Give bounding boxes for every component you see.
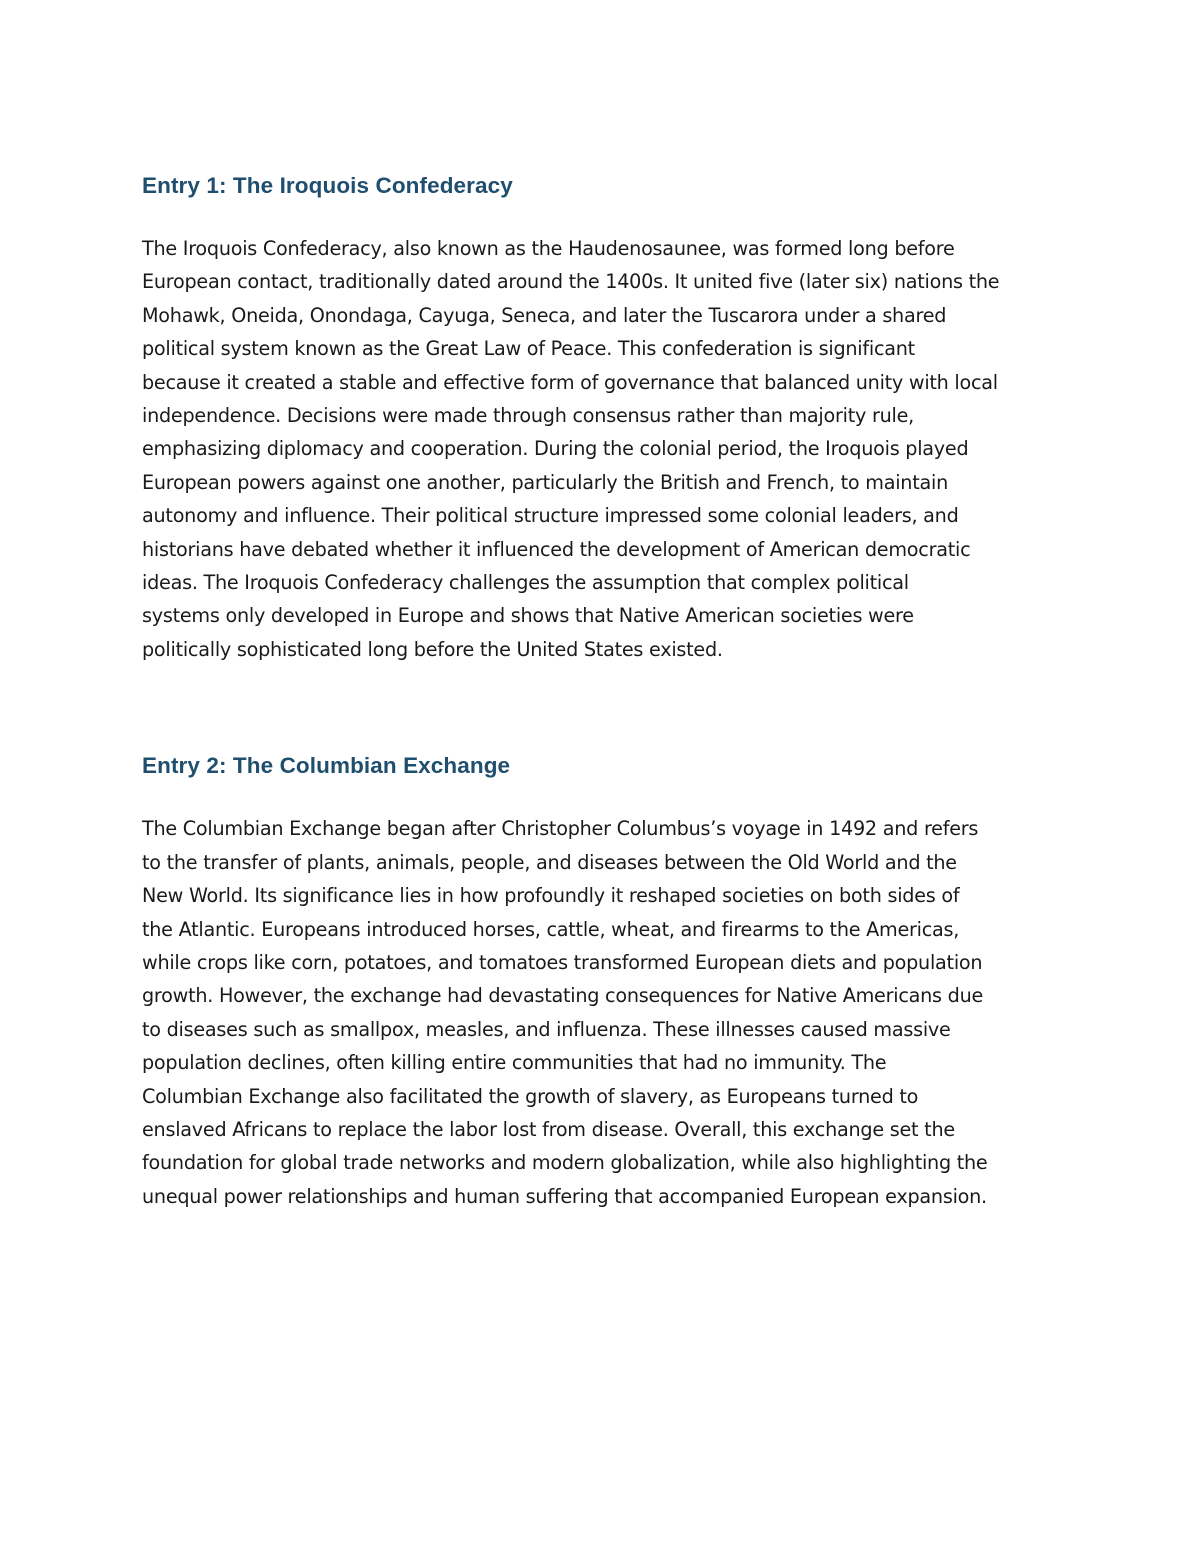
body-line: population declines, often killing entire communities that had no immunity. The xyxy=(142,1051,887,1075)
body-line: European powers against one another, particularly the British and French, to maintain xyxy=(142,470,948,494)
body-line: European contact, traditionally dated around the 1400s. It united five (later six) nations the xyxy=(142,270,1000,294)
body-line: foundation for global trade networks and modern globalization, while also highlighting the xyxy=(142,1151,988,1175)
body-line: The Iroquois Confederacy, also known as the Haudenosaunee, was formed long before xyxy=(142,237,955,260)
body-line: historians have debated whether it influenced the development of American democratic xyxy=(142,537,971,561)
body-line: politically sophisticated long before the United States existed. xyxy=(142,637,723,661)
body-line: New World. Its significance lies in how profoundly it reshaped societies on both sides of xyxy=(142,884,960,908)
entry-1-body xyxy=(142,232,1062,666)
body-line: to diseases such as smallpox, measles, and influenza. These illnesses caused massive xyxy=(142,1017,951,1041)
body-line: unequal power relationships and human suffering that accompanied European expansion. xyxy=(142,1184,987,1208)
body-line: Columbian Exchange also facilitated the growth of slavery, as Europeans turned to xyxy=(142,1084,919,1108)
body-line: political system known as the Great Law of Peace. This confederation is significant xyxy=(142,337,915,361)
entry-1-section xyxy=(142,170,1062,666)
entry-1-heading: Entry 1: The Iroquois Confederacy xyxy=(142,173,513,198)
entry-2-body xyxy=(142,812,1062,1213)
entry-2-heading: Entry 2: The Columbian Exchange xyxy=(142,753,511,779)
body-line: emphasizing diplomacy and cooperation. During the colonial period, the Iroquois played xyxy=(142,437,969,461)
body-line: because it created a stable and effective form of governance that balanced unity with local xyxy=(142,370,998,394)
body-line: while crops like corn, potatoes, and tomatoes transformed European diets and population xyxy=(142,950,983,974)
body-line: The Columbian Exchange began after Christopher Columbus’s voyage in 1492 and refers xyxy=(142,817,979,841)
body-line: systems only developed in Europe and shows that Native American societies were xyxy=(142,604,914,628)
document-content xyxy=(142,170,1062,1213)
body-line: autonomy and influence. Their political structure impressed some colonial leaders, and xyxy=(142,504,959,528)
body-line: the Atlantic. Europeans introduced horses, cattle, wheat, and firearms to the Americas, xyxy=(142,917,960,941)
entry-2-section xyxy=(142,750,1062,1213)
body-line: independence. Decisions were made through consensus rather than majority rule, xyxy=(142,404,914,428)
body-line: growth. However, the exchange had devastating consequences for Native Americans due xyxy=(142,984,984,1008)
body-line: Mohawk, Oneida, Onondaga, Cayuga, Seneca, and later the Tuscarora under a shared xyxy=(142,303,947,327)
body-line: ideas. The Iroquois Confederacy challenges the assumption that complex political xyxy=(142,571,909,595)
body-line: enslaved Africans to replace the labor lost from disease. Overall, this exchange set the xyxy=(142,1117,955,1141)
body-line: to the transfer of plants, animals, people, and diseases between the Old World and the xyxy=(142,850,957,874)
